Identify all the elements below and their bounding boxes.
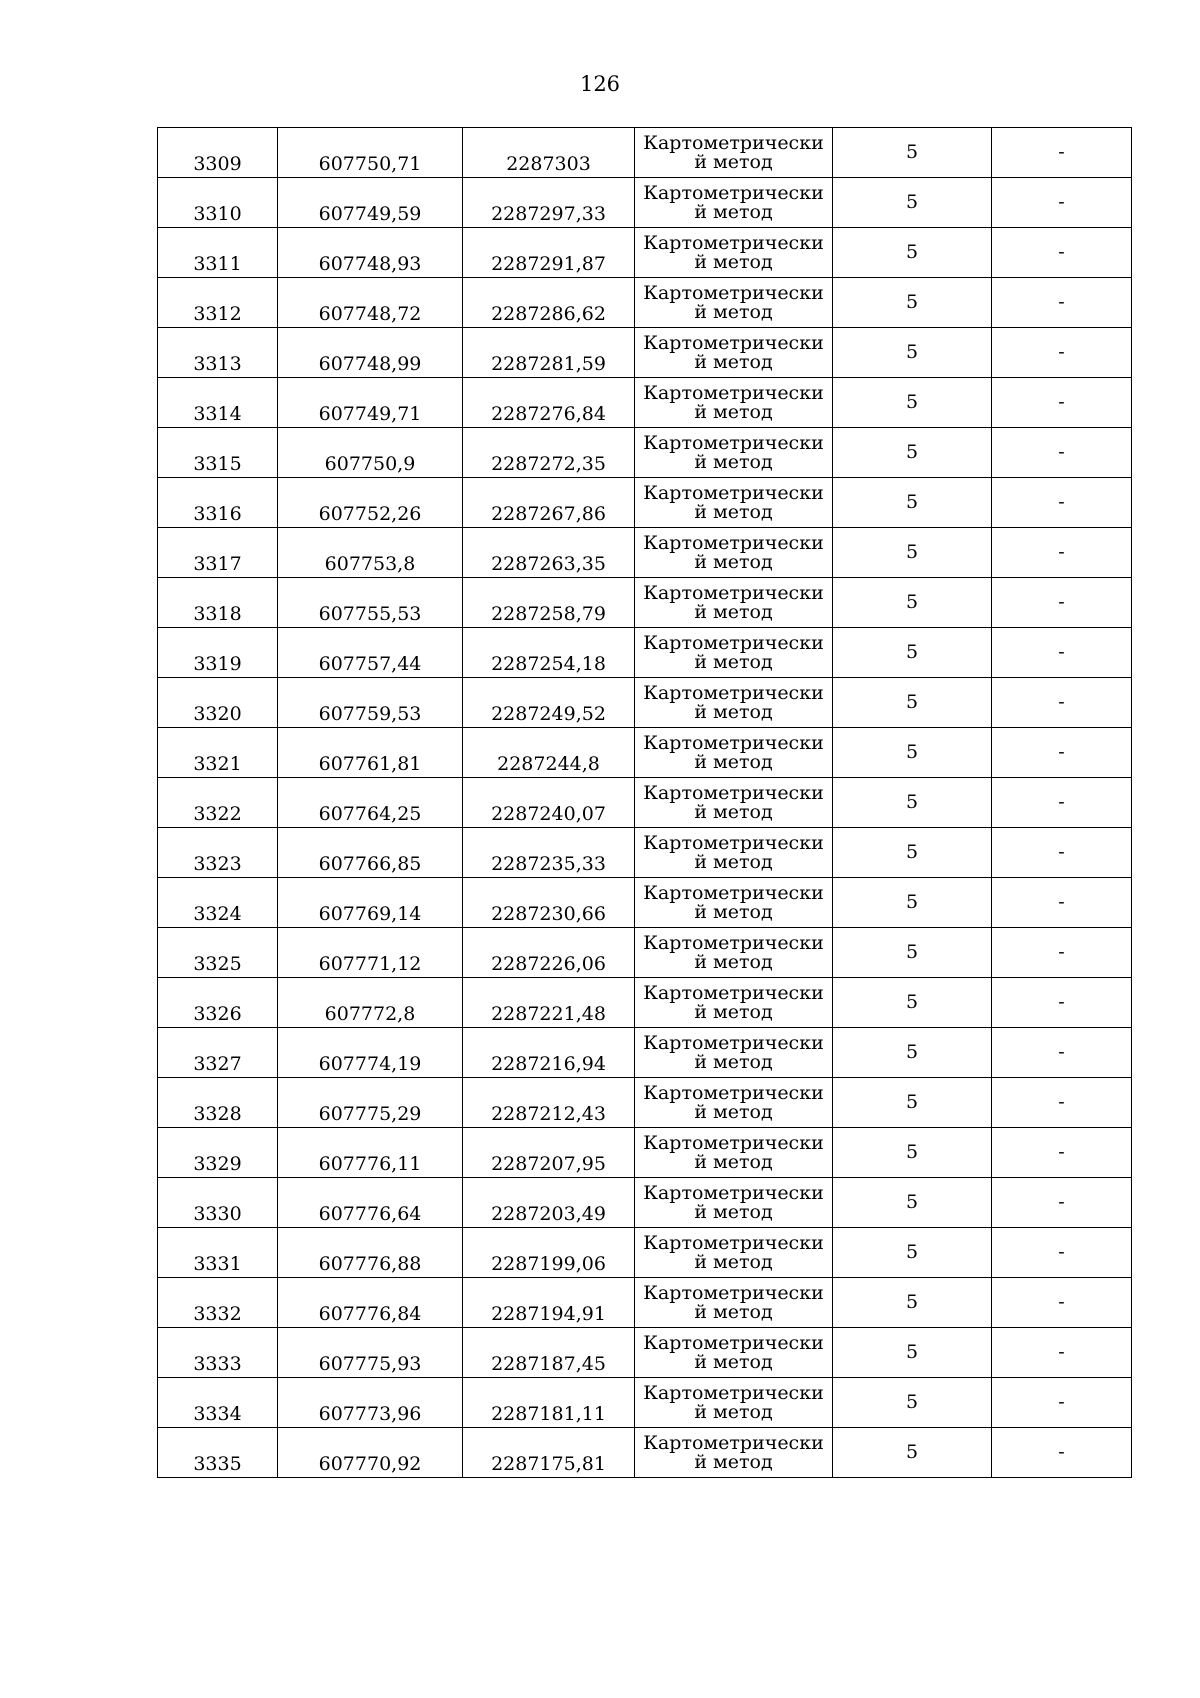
y-coordinate-cell: 2287194,91: [463, 1278, 635, 1328]
coordinates-table: [157, 127, 1132, 1478]
x-coordinate-cell: 607749,59: [278, 178, 463, 228]
y-coordinate-cell: 2287272,35: [463, 428, 635, 478]
note-cell: -: [992, 878, 1132, 928]
y-coordinate-cell: 2287254,18: [463, 628, 635, 678]
accuracy-cell: 5: [833, 178, 992, 228]
method-line-1: Картометрически: [643, 931, 824, 954]
table-row: [158, 778, 1132, 828]
table-row: [158, 1378, 1132, 1428]
point-number-cell: 3324: [158, 878, 278, 928]
x-coordinate-cell: 607757,44: [278, 628, 463, 678]
note-cell: -: [992, 1428, 1132, 1478]
x-coordinate-cell: 607774,19: [278, 1028, 463, 1078]
y-coordinate-cell: 2287281,59: [463, 328, 635, 378]
note-cell: -: [992, 128, 1132, 178]
note-cell: -: [992, 1178, 1132, 1228]
x-coordinate-cell: 607766,85: [278, 828, 463, 878]
method-line-2: й метод: [694, 300, 773, 323]
y-coordinate-cell: 2287230,66: [463, 878, 635, 928]
table-row: [158, 1028, 1132, 1078]
point-number-cell: 3335: [158, 1428, 278, 1478]
method-line-1: Картометрически: [643, 581, 824, 604]
method-line-2: й метод: [694, 500, 773, 523]
table-row: [158, 678, 1132, 728]
accuracy-cell: 5: [833, 928, 992, 978]
point-number-cell: 3332: [158, 1278, 278, 1328]
y-coordinate-cell: 2287249,52: [463, 678, 635, 728]
x-coordinate-cell: 607770,92: [278, 1428, 463, 1478]
point-number-cell: 3320: [158, 678, 278, 728]
accuracy-cell: 5: [833, 1378, 992, 1428]
table-row: [158, 1228, 1132, 1278]
point-number-cell: 3333: [158, 1328, 278, 1378]
point-number-cell: 3310: [158, 178, 278, 228]
point-number-cell: 3325: [158, 928, 278, 978]
note-cell: -: [992, 228, 1132, 278]
accuracy-cell: 5: [833, 678, 992, 728]
x-coordinate-cell: 607750,71: [278, 128, 463, 178]
accuracy-cell: 5: [833, 328, 992, 378]
accuracy-cell: 5: [833, 1278, 992, 1328]
accuracy-cell: 5: [833, 1178, 992, 1228]
x-coordinate-cell: 607749,71: [278, 378, 463, 428]
method-cell: [635, 328, 833, 378]
method-cell: [635, 628, 833, 678]
table-row: [158, 928, 1132, 978]
method-cell: [635, 1328, 833, 1378]
table-row: [158, 1328, 1132, 1378]
accuracy-cell: 5: [833, 1428, 992, 1478]
note-cell: -: [992, 478, 1132, 528]
note-cell: -: [992, 1078, 1132, 1128]
table-row: [158, 428, 1132, 478]
method-cell: [635, 728, 833, 778]
point-number-cell: 3311: [158, 228, 278, 278]
y-coordinate-cell: 2287258,79: [463, 578, 635, 628]
method-line-1: Картометрически: [643, 181, 824, 204]
coordinates-table-body: [158, 128, 1132, 1478]
method-line-2: й метод: [694, 1400, 773, 1423]
method-line-1: Картометрически: [643, 1031, 824, 1054]
method-line-2: й метод: [694, 1300, 773, 1323]
method-line-2: й метод: [694, 650, 773, 673]
y-coordinate-cell: 2287303: [463, 128, 635, 178]
table-row: [158, 628, 1132, 678]
point-number-cell: 3334: [158, 1378, 278, 1428]
method-line-1: Картометрически: [643, 1331, 824, 1354]
accuracy-cell: 5: [833, 978, 992, 1028]
point-number-cell: 3323: [158, 828, 278, 878]
method-cell: [635, 778, 833, 828]
y-coordinate-cell: 2287263,35: [463, 528, 635, 578]
method-line-2: й метод: [694, 400, 773, 423]
point-number-cell: 3326: [158, 978, 278, 1028]
table-row: [158, 228, 1132, 278]
note-cell: -: [992, 1328, 1132, 1378]
accuracy-cell: 5: [833, 828, 992, 878]
accuracy-cell: 5: [833, 728, 992, 778]
x-coordinate-cell: 607748,93: [278, 228, 463, 278]
y-coordinate-cell: 2287267,86: [463, 478, 635, 528]
note-cell: -: [992, 1278, 1132, 1328]
point-number-cell: 3327: [158, 1028, 278, 1078]
method-line-2: й метод: [694, 250, 773, 273]
y-coordinate-cell: 2287244,8: [463, 728, 635, 778]
accuracy-cell: 5: [833, 428, 992, 478]
x-coordinate-cell: 607776,11: [278, 1128, 463, 1178]
method-line-1: Картометрически: [643, 381, 824, 404]
accuracy-cell: 5: [833, 478, 992, 528]
method-line-1: Картометрически: [643, 681, 824, 704]
note-cell: -: [992, 828, 1132, 878]
table-row: [158, 578, 1132, 628]
y-coordinate-cell: 2287216,94: [463, 1028, 635, 1078]
point-number-cell: 3321: [158, 728, 278, 778]
method-line-2: й метод: [694, 1350, 773, 1373]
x-coordinate-cell: 607750,9: [278, 428, 463, 478]
method-cell: [635, 478, 833, 528]
table-row: [158, 978, 1132, 1028]
table-row: [158, 178, 1132, 228]
point-number-cell: 3329: [158, 1128, 278, 1178]
table-row: [158, 1278, 1132, 1328]
y-coordinate-cell: 2287240,07: [463, 778, 635, 828]
method-cell: [635, 528, 833, 578]
method-line-2: й метод: [694, 1200, 773, 1223]
table-row: [158, 1128, 1132, 1178]
method-line-1: Картометрически: [643, 131, 824, 154]
method-cell: [635, 878, 833, 928]
point-number-cell: 3318: [158, 578, 278, 628]
accuracy-cell: 5: [833, 1028, 992, 1078]
method-line-1: Картометрически: [643, 1431, 824, 1454]
table-row: [158, 728, 1132, 778]
x-coordinate-cell: 607776,88: [278, 1228, 463, 1278]
x-coordinate-cell: 607773,96: [278, 1378, 463, 1428]
x-coordinate-cell: 607761,81: [278, 728, 463, 778]
point-number-cell: 3317: [158, 528, 278, 578]
method-line-2: й метод: [694, 800, 773, 823]
y-coordinate-cell: 2287203,49: [463, 1178, 635, 1228]
method-cell: [635, 1128, 833, 1178]
point-number-cell: 3319: [158, 628, 278, 678]
page-number: 126: [579, 72, 621, 96]
method-line-1: Картометрически: [643, 1281, 824, 1304]
method-line-1: Картометрически: [643, 1131, 824, 1154]
method-cell: [635, 1378, 833, 1428]
method-cell: [635, 928, 833, 978]
method-cell: [635, 128, 833, 178]
x-coordinate-cell: 607771,12: [278, 928, 463, 978]
y-coordinate-cell: 2287286,62: [463, 278, 635, 328]
table-row: [158, 828, 1132, 878]
accuracy-cell: 5: [833, 578, 992, 628]
accuracy-cell: 5: [833, 528, 992, 578]
method-cell: [635, 1428, 833, 1478]
y-coordinate-cell: 2287221,48: [463, 978, 635, 1028]
note-cell: -: [992, 978, 1132, 1028]
note-cell: -: [992, 728, 1132, 778]
method-line-2: й метод: [694, 900, 773, 923]
method-line-2: й метод: [694, 1100, 773, 1123]
y-coordinate-cell: 2287175,81: [463, 1428, 635, 1478]
x-coordinate-cell: 607776,64: [278, 1178, 463, 1228]
x-coordinate-cell: 607775,93: [278, 1328, 463, 1378]
method-line-2: й метод: [694, 450, 773, 473]
method-cell: [635, 378, 833, 428]
method-cell: [635, 978, 833, 1028]
method-line-1: Картометрически: [643, 531, 824, 554]
note-cell: -: [992, 1128, 1132, 1178]
x-coordinate-cell: 607748,72: [278, 278, 463, 328]
method-line-2: й метод: [694, 1250, 773, 1273]
method-line-2: й метод: [694, 150, 773, 173]
method-cell: [635, 1078, 833, 1128]
method-line-1: Картометрически: [643, 281, 824, 304]
method-line-2: й метод: [694, 200, 773, 223]
accuracy-cell: 5: [833, 1078, 992, 1128]
note-cell: -: [992, 378, 1132, 428]
method-cell: [635, 278, 833, 328]
x-coordinate-cell: 607755,53: [278, 578, 463, 628]
method-line-2: й метод: [694, 750, 773, 773]
point-number-cell: 3316: [158, 478, 278, 528]
y-coordinate-cell: 2287297,33: [463, 178, 635, 228]
table-row: [158, 528, 1132, 578]
method-line-2: й метод: [694, 700, 773, 723]
accuracy-cell: 5: [833, 1328, 992, 1378]
method-line-2: й метод: [694, 550, 773, 573]
y-coordinate-cell: 2287291,87: [463, 228, 635, 278]
accuracy-cell: 5: [833, 628, 992, 678]
accuracy-cell: 5: [833, 278, 992, 328]
method-line-2: й метод: [694, 1050, 773, 1073]
method-line-1: Картометрически: [643, 981, 824, 1004]
method-line-2: й метод: [694, 850, 773, 873]
method-line-1: Картометрически: [643, 831, 824, 854]
point-number-cell: 3322: [158, 778, 278, 828]
table-row: [158, 1078, 1132, 1128]
method-line-1: Картометрически: [643, 481, 824, 504]
method-cell: [635, 828, 833, 878]
method-cell: [635, 228, 833, 278]
x-coordinate-cell: 607748,99: [278, 328, 463, 378]
note-cell: -: [992, 578, 1132, 628]
accuracy-cell: 5: [833, 378, 992, 428]
y-coordinate-cell: 2287235,33: [463, 828, 635, 878]
point-number-cell: 3313: [158, 328, 278, 378]
accuracy-cell: 5: [833, 1228, 992, 1278]
method-cell: [635, 1028, 833, 1078]
method-line-1: Картометрически: [643, 731, 824, 754]
method-line-1: Картометрически: [643, 1231, 824, 1254]
y-coordinate-cell: 2287276,84: [463, 378, 635, 428]
method-line-2: й метод: [694, 950, 773, 973]
point-number-cell: 3309: [158, 128, 278, 178]
point-number-cell: 3328: [158, 1078, 278, 1128]
note-cell: -: [992, 1228, 1132, 1278]
table-row: [158, 278, 1132, 328]
table-row: [158, 128, 1132, 178]
x-coordinate-cell: 607759,53: [278, 678, 463, 728]
method-cell: [635, 1178, 833, 1228]
note-cell: -: [992, 178, 1132, 228]
method-line-1: Картометрически: [643, 231, 824, 254]
method-line-1: Картометрически: [643, 781, 824, 804]
note-cell: -: [992, 928, 1132, 978]
x-coordinate-cell: 607772,8: [278, 978, 463, 1028]
method-line-1: Картометрически: [643, 1381, 824, 1404]
method-line-2: й метод: [694, 1150, 773, 1173]
note-cell: -: [992, 628, 1132, 678]
table-row: [158, 878, 1132, 928]
y-coordinate-cell: 2287187,45: [463, 1328, 635, 1378]
x-coordinate-cell: 607753,8: [278, 528, 463, 578]
method-line-2: й метод: [694, 1000, 773, 1023]
x-coordinate-cell: 607764,25: [278, 778, 463, 828]
note-cell: -: [992, 1028, 1132, 1078]
point-number-cell: 3331: [158, 1228, 278, 1278]
accuracy-cell: 5: [833, 228, 992, 278]
table-row: [158, 1428, 1132, 1478]
table-row: [158, 328, 1132, 378]
note-cell: -: [992, 428, 1132, 478]
note-cell: -: [992, 678, 1132, 728]
table-row: [158, 478, 1132, 528]
x-coordinate-cell: 607752,26: [278, 478, 463, 528]
y-coordinate-cell: 2287226,06: [463, 928, 635, 978]
point-number-cell: 3330: [158, 1178, 278, 1228]
note-cell: -: [992, 278, 1132, 328]
accuracy-cell: 5: [833, 128, 992, 178]
y-coordinate-cell: 2287181,11: [463, 1378, 635, 1428]
method-cell: [635, 1228, 833, 1278]
method-line-1: Картометрически: [643, 1181, 824, 1204]
method-line-1: Картометрически: [643, 331, 824, 354]
accuracy-cell: 5: [833, 778, 992, 828]
method-line-1: Картометрически: [643, 881, 824, 904]
method-cell: [635, 428, 833, 478]
method-line-1: Картометрически: [643, 1081, 824, 1104]
point-number-cell: 3312: [158, 278, 278, 328]
method-cell: [635, 578, 833, 628]
y-coordinate-cell: 2287212,43: [463, 1078, 635, 1128]
method-line-1: Картометрически: [643, 431, 824, 454]
y-coordinate-cell: 2287199,06: [463, 1228, 635, 1278]
table-row: [158, 378, 1132, 428]
point-number-cell: 3315: [158, 428, 278, 478]
table-row: [158, 1178, 1132, 1228]
method-line-2: й метод: [694, 1450, 773, 1473]
note-cell: -: [992, 1378, 1132, 1428]
point-number-cell: 3314: [158, 378, 278, 428]
method-line-2: й метод: [694, 350, 773, 373]
note-cell: -: [992, 778, 1132, 828]
note-cell: -: [992, 328, 1132, 378]
accuracy-cell: 5: [833, 1128, 992, 1178]
y-coordinate-cell: 2287207,95: [463, 1128, 635, 1178]
x-coordinate-cell: 607769,14: [278, 878, 463, 928]
x-coordinate-cell: 607775,29: [278, 1078, 463, 1128]
note-cell: -: [992, 528, 1132, 578]
accuracy-cell: 5: [833, 878, 992, 928]
method-line-1: Картометрически: [643, 631, 824, 654]
method-cell: [635, 678, 833, 728]
method-cell: [635, 178, 833, 228]
x-coordinate-cell: 607776,84: [278, 1278, 463, 1328]
method-cell: [635, 1278, 833, 1328]
method-line-2: й метод: [694, 600, 773, 623]
